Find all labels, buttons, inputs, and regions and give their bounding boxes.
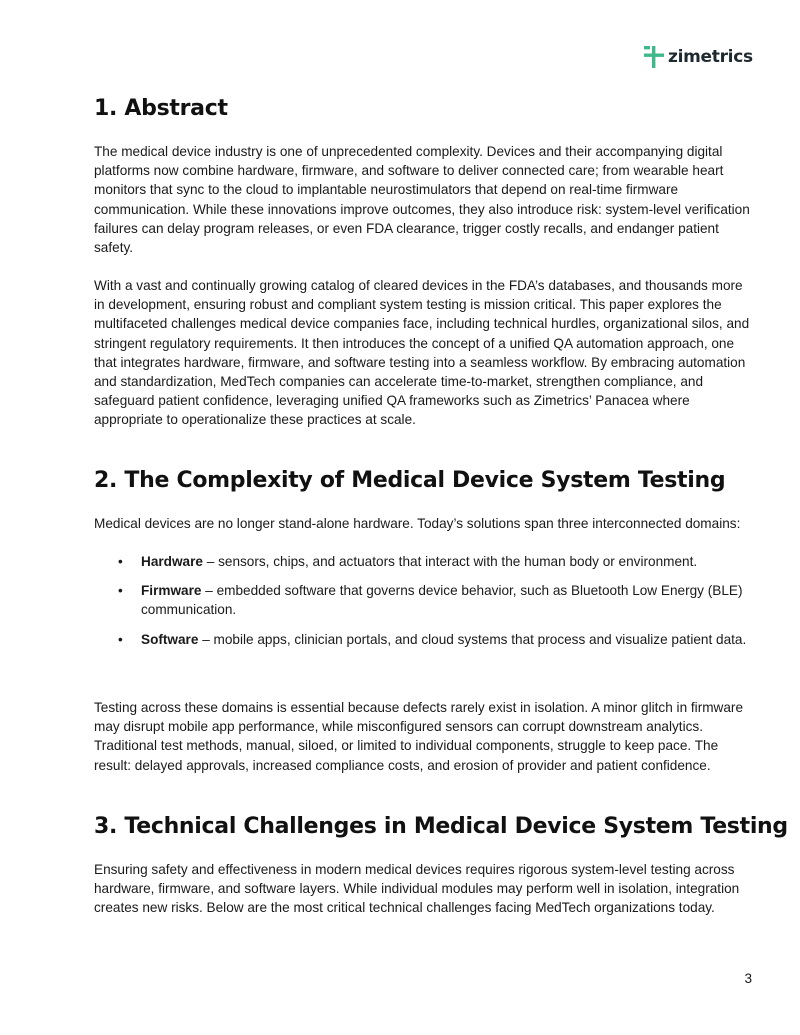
complexity-outro: Testing across these domains is essential because defects rarely exist in isolation. A minor glitch in firmware may disrupt mobile app performance, while misconfigured sensors can corrupt downstream analytics. Traditional test methods, manual, siloed, or limited to individual components, struggle to keep pace. The result: delayed approvals, increased compliance costs, and erosion of provider and patient confidence. bbox=[94, 700, 744, 773]
company-logo bbox=[644, 46, 753, 68]
section-heading-abstract: 1. Abstract bbox=[94, 96, 228, 121]
bullet-firmware bbox=[94, 581, 750, 619]
domain-bullet-list bbox=[94, 552, 750, 659]
bullet-text: – mobile apps, clinician portals, and cloud systems that process and visualize patient data. bbox=[198, 631, 747, 647]
abstract-paragraph-2: With a vast and continually growing catalog of cleared devices in the FDA’s databases, and thousands more in development, ensuring robust and compliant system testing is mission critical. This paper explores the multifaceted challenges medical device companies face, including technical hurdles, organizational silos, and stringent regulatory requirements. It then introduces the concept of a unified QA automation approach, one that integrates hardware, firmware, and software testing into a seamless workflow. By embracing automation and standardization, MedTech companies can accelerate time-to-market, strengthen compliance, and safeguard patient confidence, leveraging unified QA frameworks such as Zimetrics’ Panacea where appropriate to operationalize these practices at scale. bbox=[94, 278, 750, 428]
bullet-text: – embedded software that governs device behavior, such as Bluetooth Low Energy (BLE) communication. bbox=[141, 583, 743, 618]
section-heading-complexity: 2. The Complexity of Medical Device System Testing bbox=[94, 468, 726, 493]
abstract-paragraph-1: The medical device industry is one of unprecedented complexity. Devices and their accompanying digital platforms now combine hardware, firmware, and software to deliver connected care; from wearable heart monitors that sync to the cloud to implantable neurostimulators that depend on real-time firmware communication. While these innovations improve outcomes, they also introduce risk: system-level verification failures can delay program releases, or even FDA clearance, trigger costly recalls, and endanger patient safety. bbox=[94, 144, 750, 256]
bullet-dot-icon: • bbox=[118, 631, 123, 647]
complexity-intro: Medical devices are no longer stand-alone hardware. Today’s solutions span three interconnected domains: bbox=[94, 516, 741, 531]
bullet-hardware bbox=[94, 552, 750, 571]
bullet-term: Firmware bbox=[141, 583, 202, 599]
bullet-software bbox=[94, 630, 750, 649]
bullet-term: Hardware bbox=[141, 554, 203, 569]
bullet-text: – sensors, chips, and actuators that interact with the human body or environment. bbox=[202, 554, 698, 569]
bullet-term: Software bbox=[141, 631, 199, 647]
technical-challenges-paragraph: Ensuring safety and effectiveness in modern medical devices requires rigorous system-level testing across hardware, firmware, and software layers. While individual modules may perform well in isolation, integration creates new risks. Below are the most critical technical challenges facing MedTech organizations today. bbox=[94, 862, 740, 916]
page-number: 3 bbox=[744, 971, 752, 986]
bullet-dot-icon: • bbox=[118, 583, 123, 599]
bullet-dot-icon: • bbox=[118, 554, 123, 569]
section-heading-technical-challenges: 3. Technical Challenges in Medical Device System Testing bbox=[94, 814, 788, 839]
logo-text: zimetrics bbox=[668, 47, 753, 67]
logo-mark-icon bbox=[644, 46, 664, 68]
